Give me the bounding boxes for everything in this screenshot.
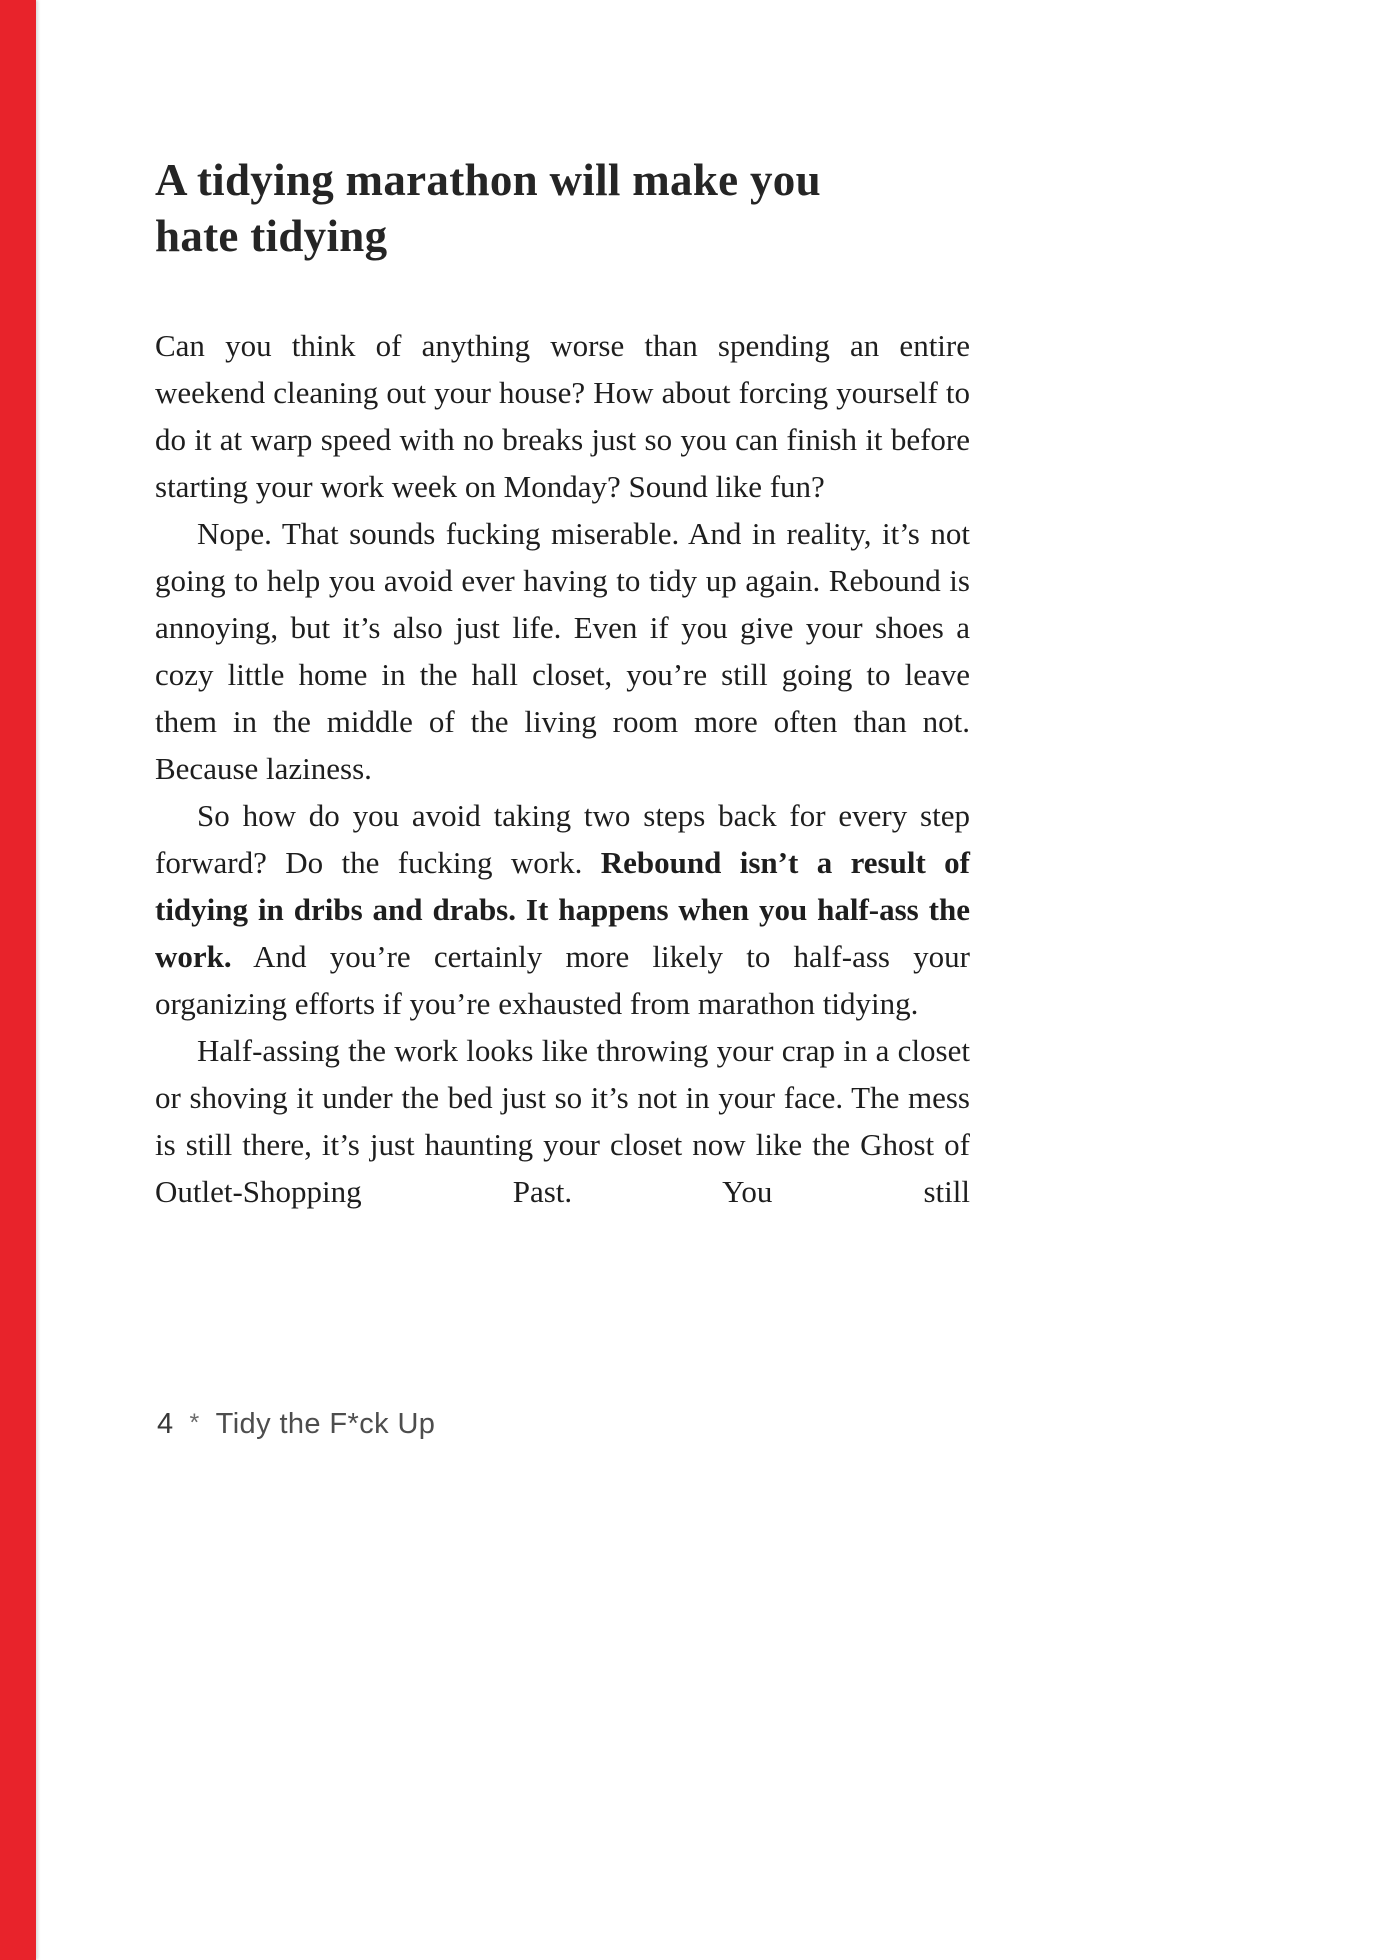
paragraph-4 (155, 1027, 970, 1215)
book-spine-edge (0, 0, 36, 1960)
body-text (155, 322, 970, 1215)
paragraph-2 (155, 510, 970, 792)
page-footer (157, 1408, 435, 1441)
book-title: Tidy the F*ck Up (215, 1408, 436, 1440)
paragraph-3-text-bold: Rebound isn’t a result of tidying in dribs and drabs. It happens when you half-ass the work. (155, 845, 971, 974)
paragraph-1-text: Can you think of anything worse than spending an entire weekend cleaning out your house? How about forcing yourself to do it at warp speed with no breaks just so you can finish it before starting your work week on Monday? Sound like fun? (155, 328, 970, 504)
paragraph-3 (155, 792, 970, 1027)
chapter-heading-line1: A tidying marathon will make you (155, 155, 821, 205)
paragraph-3-text-trail: And you’re certainly more likely to half-ass your organizing efforts if you’re exhausted from marathon tidying. (155, 939, 970, 1021)
chapter-heading (155, 152, 970, 264)
paragraph-2-text: Nope. That sounds fucking miserable. And in reality, it’s not going to help you avoid ever having to tidy up again. Rebound is annoying, but it’s also just life. Even if you give your shoes a cozy little home in the hall closet, you’re still going to leave them in the middle of the living room more often than not. Because laziness. (155, 516, 970, 786)
paragraph-3-text-lead: So how do you avoid taking two steps back for every step forward? Do the fucking work. (155, 798, 970, 880)
paragraph-1 (155, 322, 970, 510)
page-number: 4 (157, 1408, 174, 1440)
paragraph-4-text: Half-assing the work looks like throwing your crap in a closet or shoving it under the bed just so it’s not in your face. The mess is still there, it’s just haunting your closet now like the Ghost of Outlet-Shopping Past. You still (155, 1033, 970, 1209)
page-content (155, 152, 970, 1215)
chapter-heading-line2: hate tidying (155, 211, 388, 261)
footer-asterisk: * (189, 1409, 200, 1437)
